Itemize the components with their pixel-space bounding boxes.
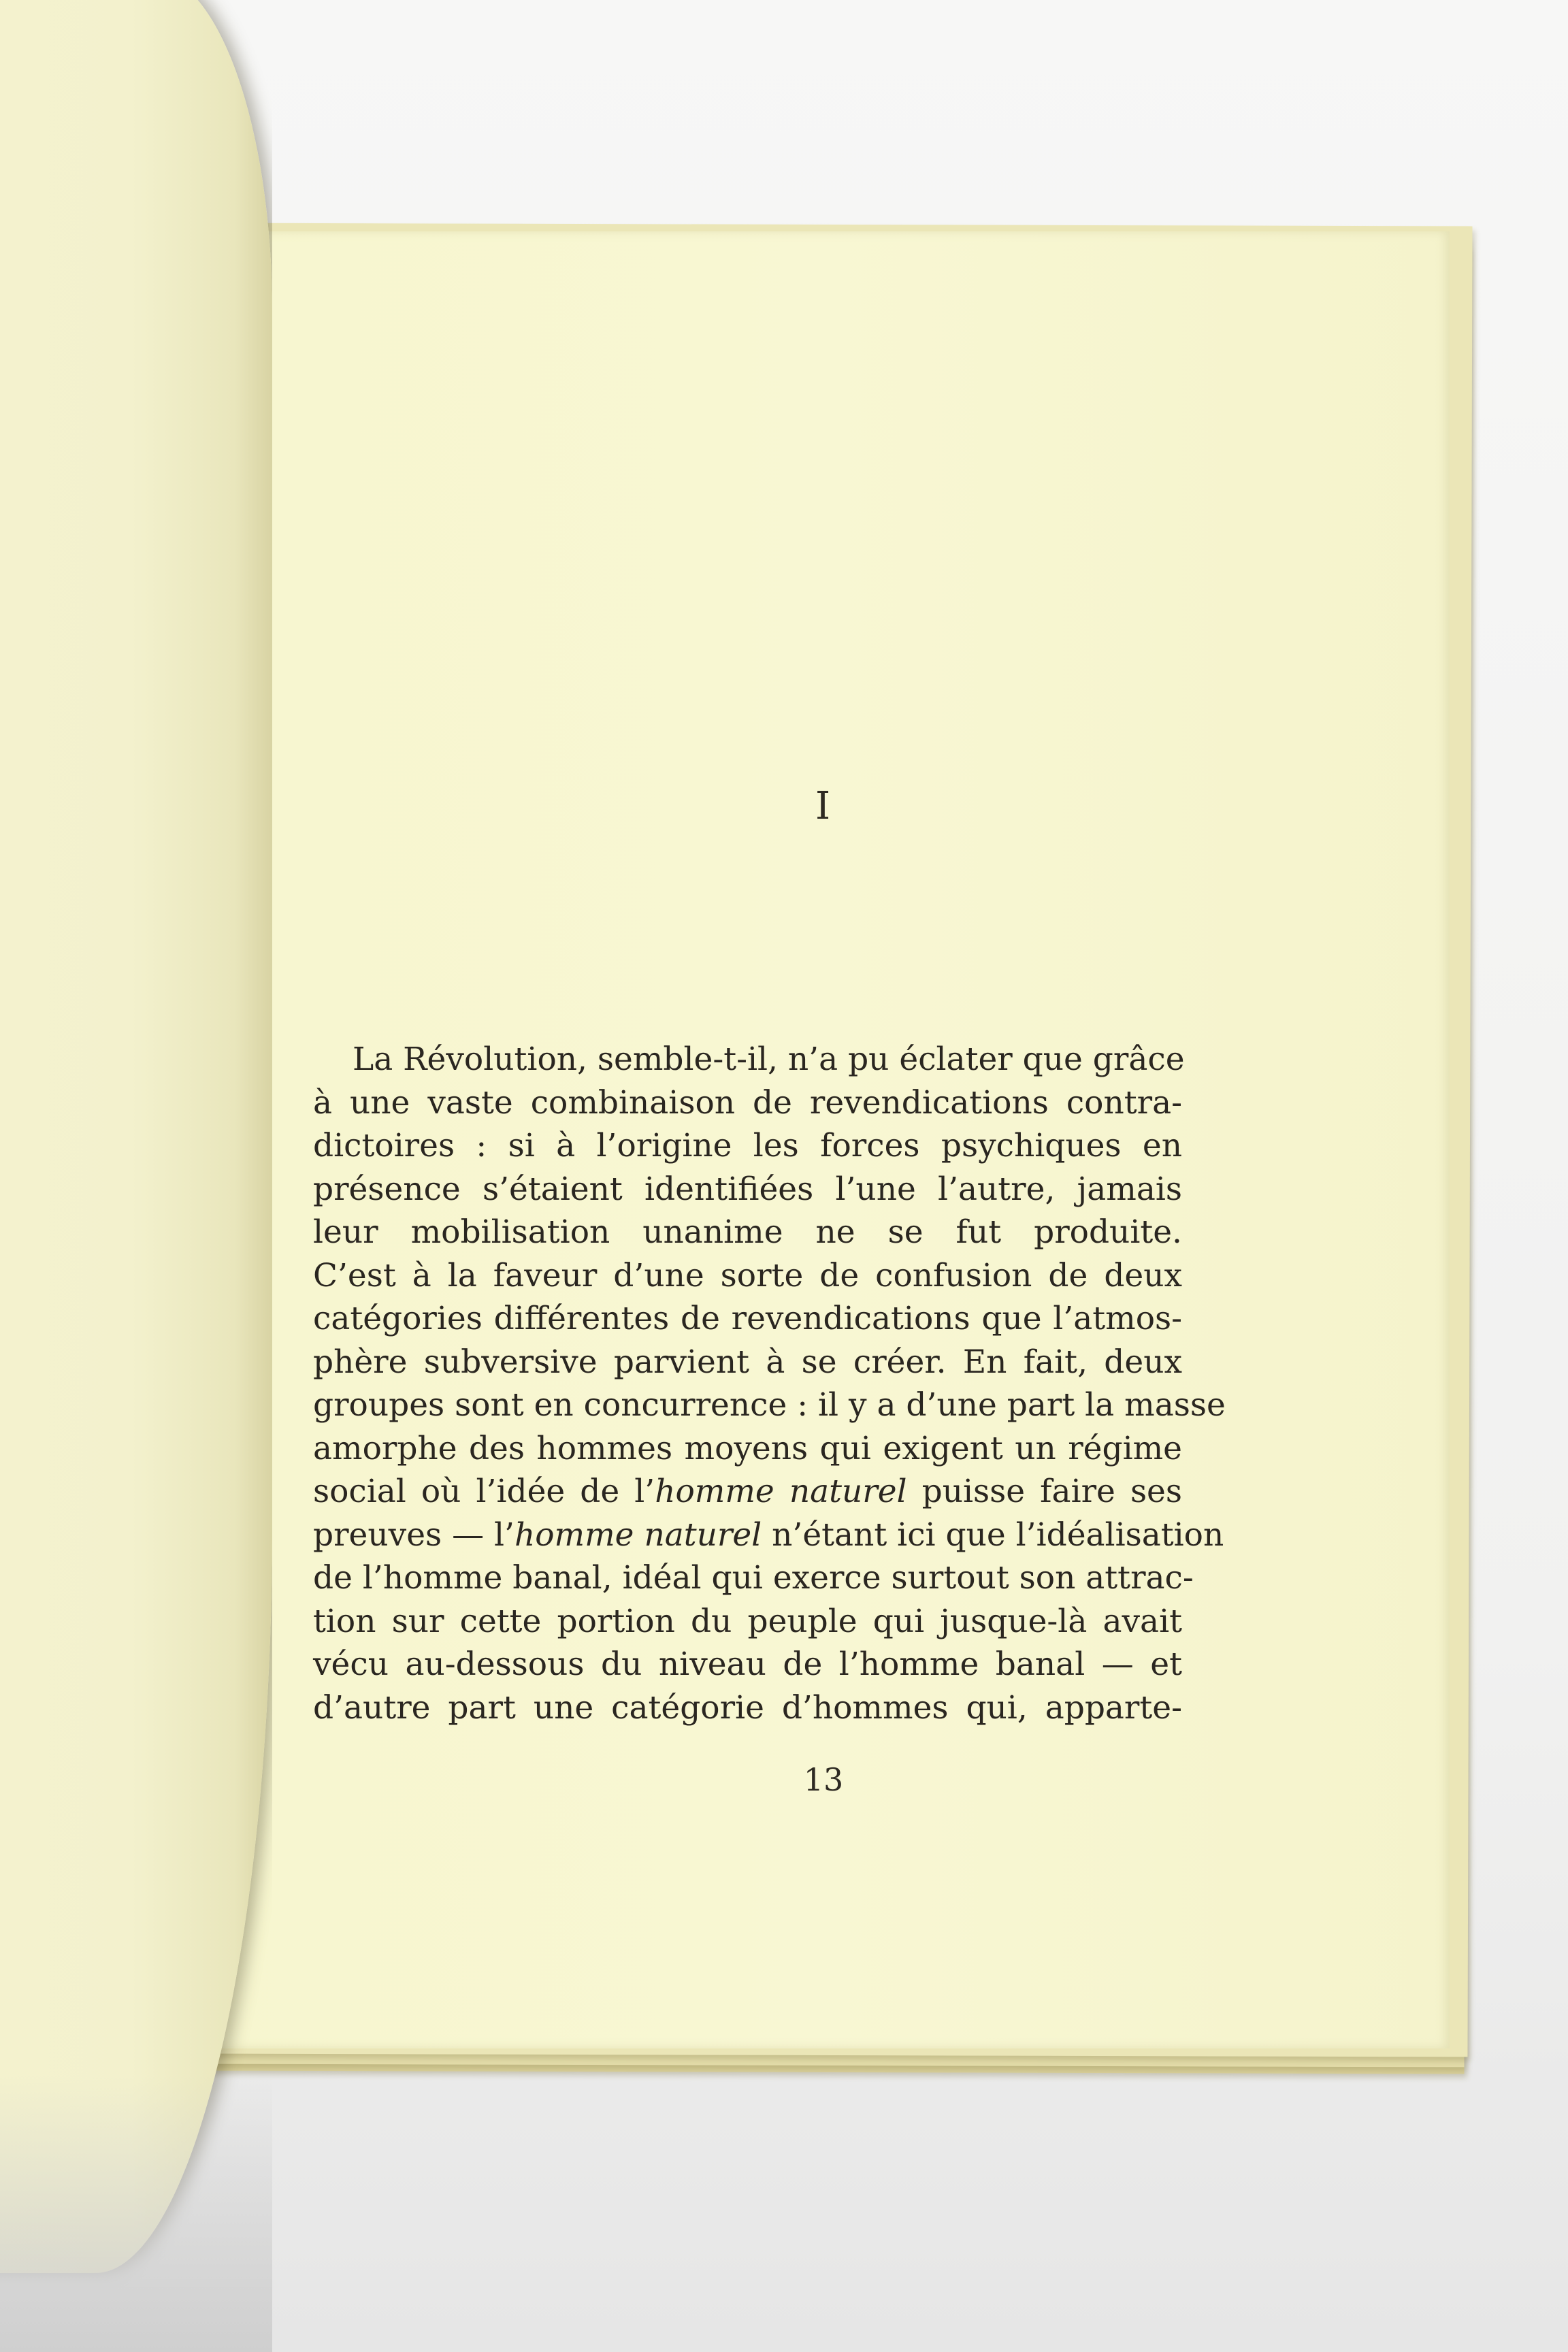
chapter-number: I xyxy=(815,784,832,828)
paragraph xyxy=(313,1038,1226,1729)
paragraph-line: catégories différentes de revendications que l’atmos- xyxy=(313,1300,1182,1337)
paragraph-line: leur mobilisation unanime ne se fut produite. xyxy=(313,1213,1182,1251)
paragraph-line: preuves — l’homme naturel n’étant ici que l’idéalisation xyxy=(313,1516,1224,1554)
book-page xyxy=(197,231,1450,2048)
italic-phrase: homme naturel xyxy=(514,1516,762,1554)
paragraph-line: tion sur cette portion du peuple qui jusque-là avait xyxy=(313,1602,1182,1640)
paragraph-line: social où l’idée de l’homme naturel puisse faire ses xyxy=(313,1473,1182,1510)
italic-phrase: homme naturel xyxy=(655,1473,907,1510)
paragraph-line: groupes sont en concurrence : il y a d’une part la masse xyxy=(313,1386,1226,1424)
left-page-curl xyxy=(0,0,272,2352)
paragraph-line: C’est à la faveur d’une sorte de confusion de deux xyxy=(313,1256,1182,1294)
paragraph-line: amorphe des hommes moyens qui exigent un régime xyxy=(313,1429,1182,1467)
page-number: 13 xyxy=(803,1761,844,1798)
left-page-shadow xyxy=(0,2076,272,2352)
paragraph-line: dictoires : si à l’origine les forces psychiques en xyxy=(313,1127,1182,1164)
paragraph-line: phère subversive parvient à se créer. En fait, deux xyxy=(313,1343,1182,1381)
paragraph-line: vécu au-dessous du niveau de l’homme banal — et xyxy=(313,1646,1182,1683)
paragraph-line: présence s’étaient identifiées l’une l’autre, jamais xyxy=(313,1170,1182,1208)
paragraph-line: à une vaste combinaison de revendications contra- xyxy=(313,1083,1182,1122)
paragraph-line: La Révolution, semble-t-il, n’a pu éclater que grâce xyxy=(353,1041,1185,1078)
left-page-sheet xyxy=(0,0,272,2273)
paragraph-line: d’autre part une catégorie d’hommes qui, apparte- xyxy=(313,1688,1182,1727)
paragraph-line: de l’homme banal, idéal qui exerce surtout son attrac- xyxy=(313,1559,1194,1597)
